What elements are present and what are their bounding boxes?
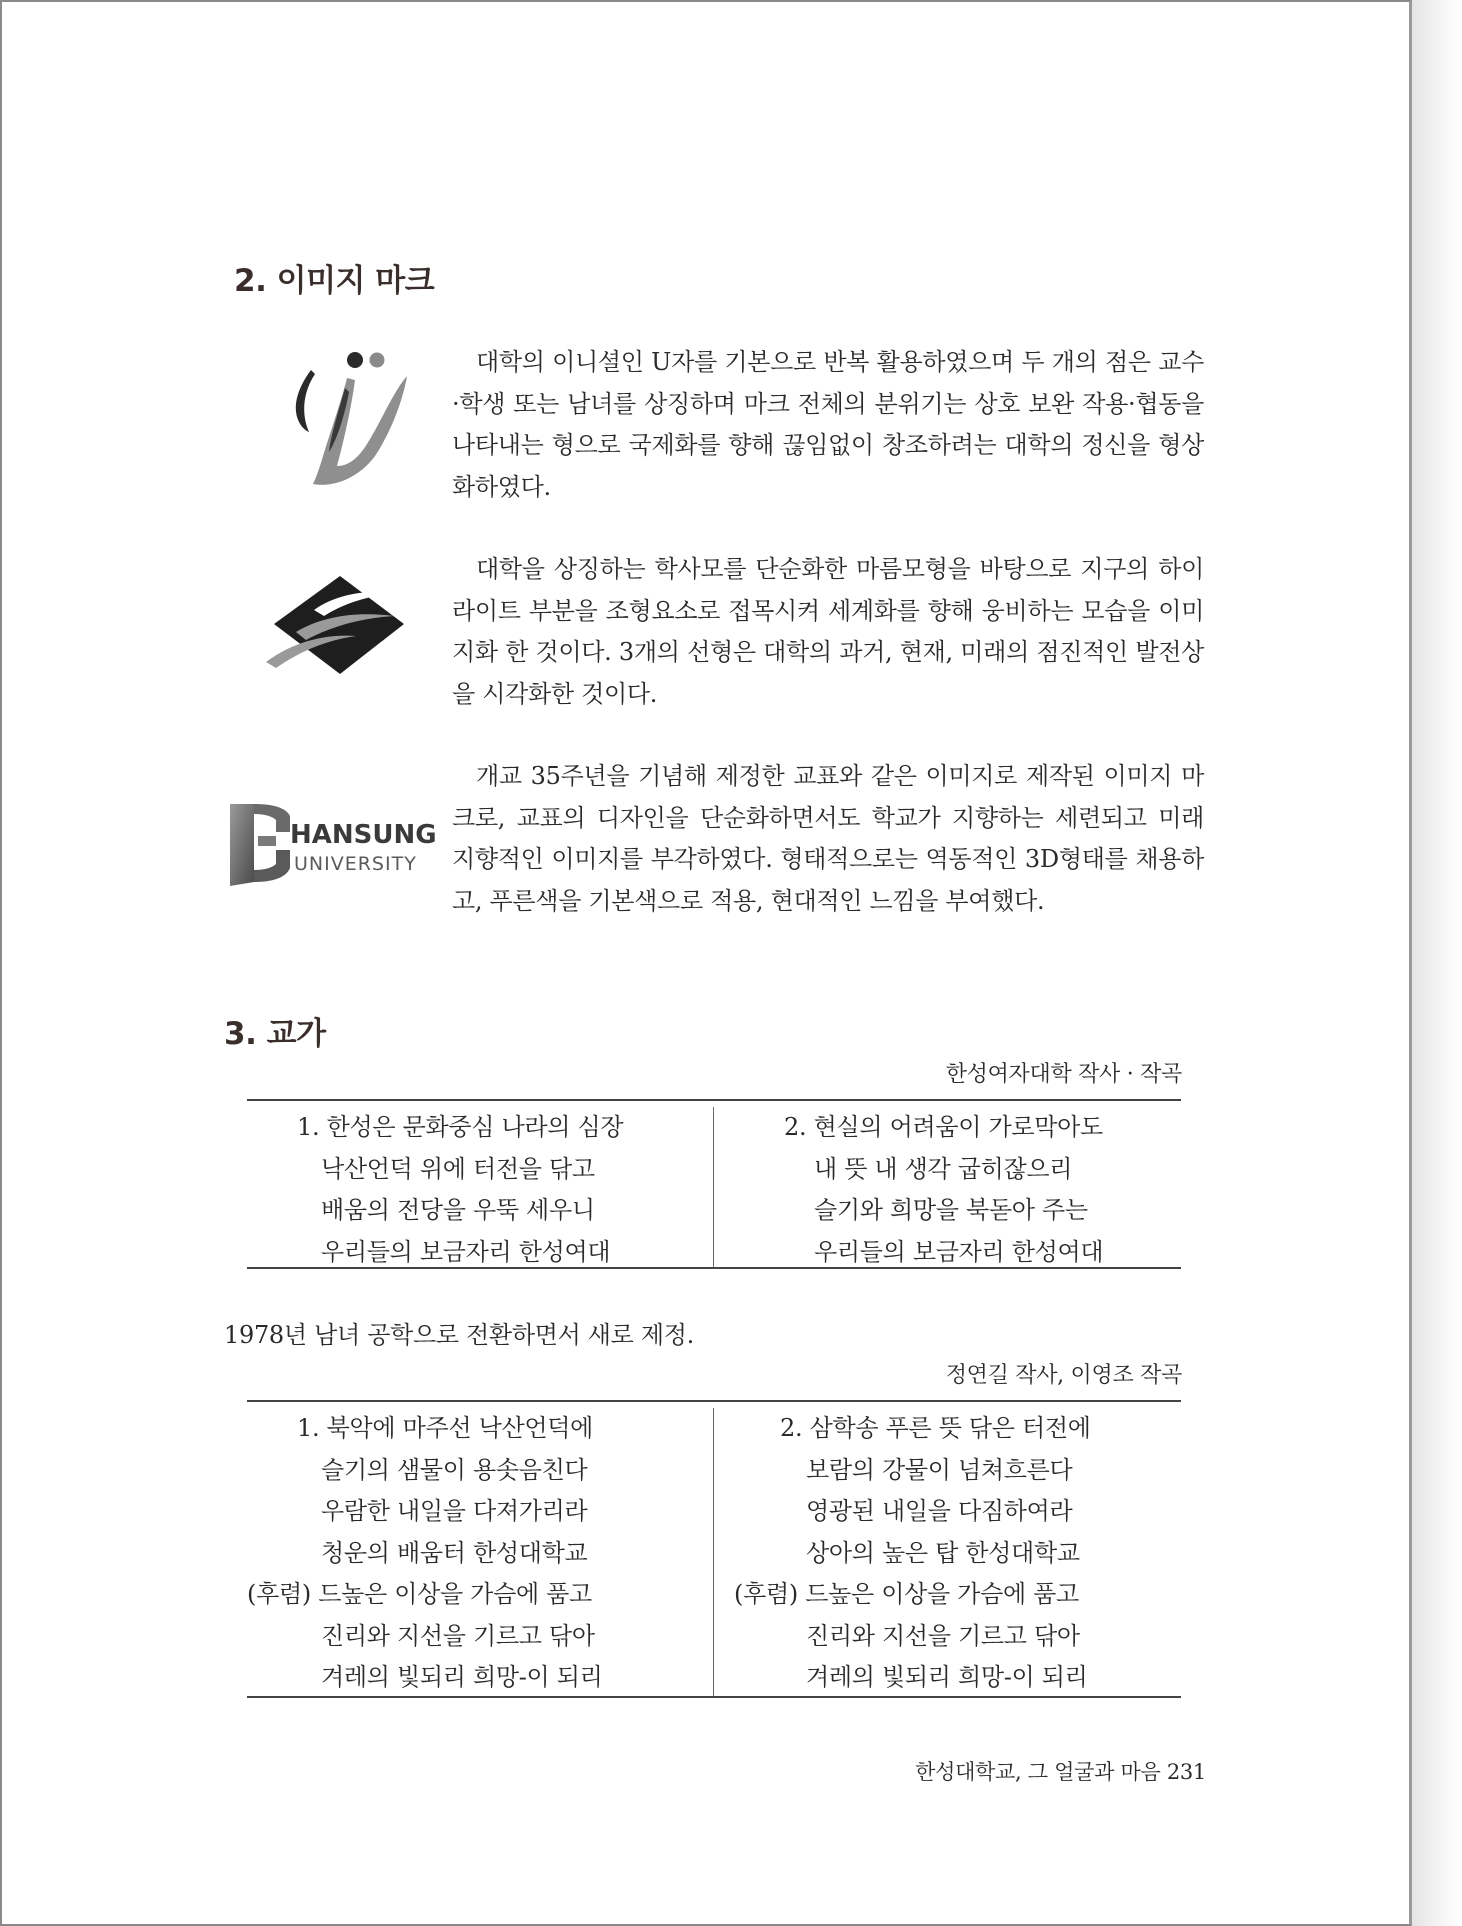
lyric-line: 상아의 높은 탑 한성대학교 — [806, 1538, 1080, 1567]
lyric-line: 1. 북악에 마주선 낙산언덕에 — [297, 1414, 594, 1442]
lyric-line: 낙산언덕 위에 터전을 닦고 — [321, 1154, 595, 1183]
lyric-line: 진리와 지선을 기르고 닦아 — [806, 1621, 1080, 1650]
logo-wordmark-hansung: HANSUNG — [290, 820, 437, 850]
image-mark-description-1: 대학의 이니셜인 U자를 기본으로 반복 활용하였으며 두 개의 점은 교수·학생 또는 남녀를 상징하며 마크 전체의 분위기는 상호 보완 작용·협동을 나타내는 형으로 국제화를 향해 끊임없이 창조하려는 대학의 정신을 형상화하였다. — [452, 348, 1204, 501]
image-mark-description-3: 개교 35주년을 기념해 제정한 교표와 같은 이미지로 제작된 이미지 마크로, 교표의 디자인을 단순화하면서도 학교가 지향하는 세련되고 미래 지향적인 이미지를 부각하였다. 형태적으로는 역동적인 3D형태를 채용하고, 푸른색을 기본색으로 적용, 현대적인 느낌을 부여했다. — [452, 762, 1204, 915]
section-heading-school-song: 3. 교가 — [224, 1016, 326, 1052]
u-dots-emblem-icon — [285, 348, 415, 488]
song1-lyrics-table — [247, 1099, 1181, 1269]
lyric-line-chorus: (후렴) 드높은 이상을 가슴에 품고 — [247, 1580, 592, 1608]
lyric-line: 겨레의 빛되리 희망-이 되리 — [321, 1663, 603, 1691]
page-edge-shadow — [1412, 0, 1462, 1926]
page-footer: 한성대학교, 그 얼굴과 마음 231 — [915, 1760, 1206, 1784]
lyric-line: 우람한 내일을 다져가리라 — [321, 1497, 588, 1525]
song-change-note: 1978년 남녀 공학으로 전환하면서 새로 제정. — [224, 1321, 694, 1349]
lyric-line-chorus: (후렴) 드높은 이상을 가슴에 품고 — [734, 1580, 1079, 1608]
lyric-line: 내 뜻 내 생각 굽히잖으리 — [814, 1154, 1073, 1183]
mortarboard-diamond-icon — [266, 570, 404, 690]
hansung-university-logo-icon — [228, 798, 438, 888]
image-mark-description-2: 대학을 상징하는 학사모를 단순화한 마름모형을 바탕으로 지구의 하이라이트 부분을 조형요소로 접목시켜 세계화를 향해 웅비하는 모습을 이미지화 한 것이다. 3개의 선형은 대학의 과거, 현재, 미래의 점진적인 발전상을 시각화한 것이다. — [452, 555, 1204, 708]
lyric-line: 영광된 내일을 다짐하여라 — [806, 1497, 1073, 1525]
song1-verse2 — [714, 1107, 1181, 1267]
lyric-line: 우리들의 보금자리 한성여대 — [321, 1237, 611, 1266]
song1-verse1 — [247, 1107, 714, 1267]
song2-verse1 — [247, 1408, 714, 1696]
lyric-line: 1. 한성은 문화중심 나라의 심장 — [297, 1113, 624, 1141]
lyric-line: 2. 삼학송 푸른 뜻 닦은 터전에 — [780, 1414, 1091, 1442]
lyric-line: 우리들의 보금자리 한성여대 — [814, 1237, 1104, 1266]
lyric-line: 배움의 전당을 우뚝 세우니 — [321, 1196, 595, 1224]
lyric-line: 청운의 배움터 한성대학교 — [321, 1538, 588, 1567]
lyric-line: 진리와 지선을 기르고 닦아 — [321, 1621, 595, 1650]
lyric-line: 겨레의 빛되리 희망-이 되리 — [806, 1663, 1088, 1691]
section-heading-image-mark: 2. 이미지 마크 — [234, 263, 435, 299]
lyric-line: 2. 현실의 어려움이 가로막아도 — [784, 1113, 1103, 1141]
song2-credit: 정연길 작사, 이영조 작곡 — [945, 1363, 1182, 1388]
lyric-line: 슬기와 희망을 북돋아 주는 — [814, 1196, 1088, 1224]
song2-verse2 — [714, 1408, 1181, 1696]
lyric-line: 보람의 강물이 넘쳐흐른다 — [806, 1455, 1073, 1484]
logo-wordmark-university: UNIVERSITY — [294, 853, 417, 875]
lyric-line: 슬기의 샘물이 용솟음친다 — [321, 1455, 588, 1484]
song2-lyrics-table — [247, 1400, 1181, 1698]
song1-credit: 한성여자대학 작사 · 작곡 — [945, 1062, 1182, 1087]
